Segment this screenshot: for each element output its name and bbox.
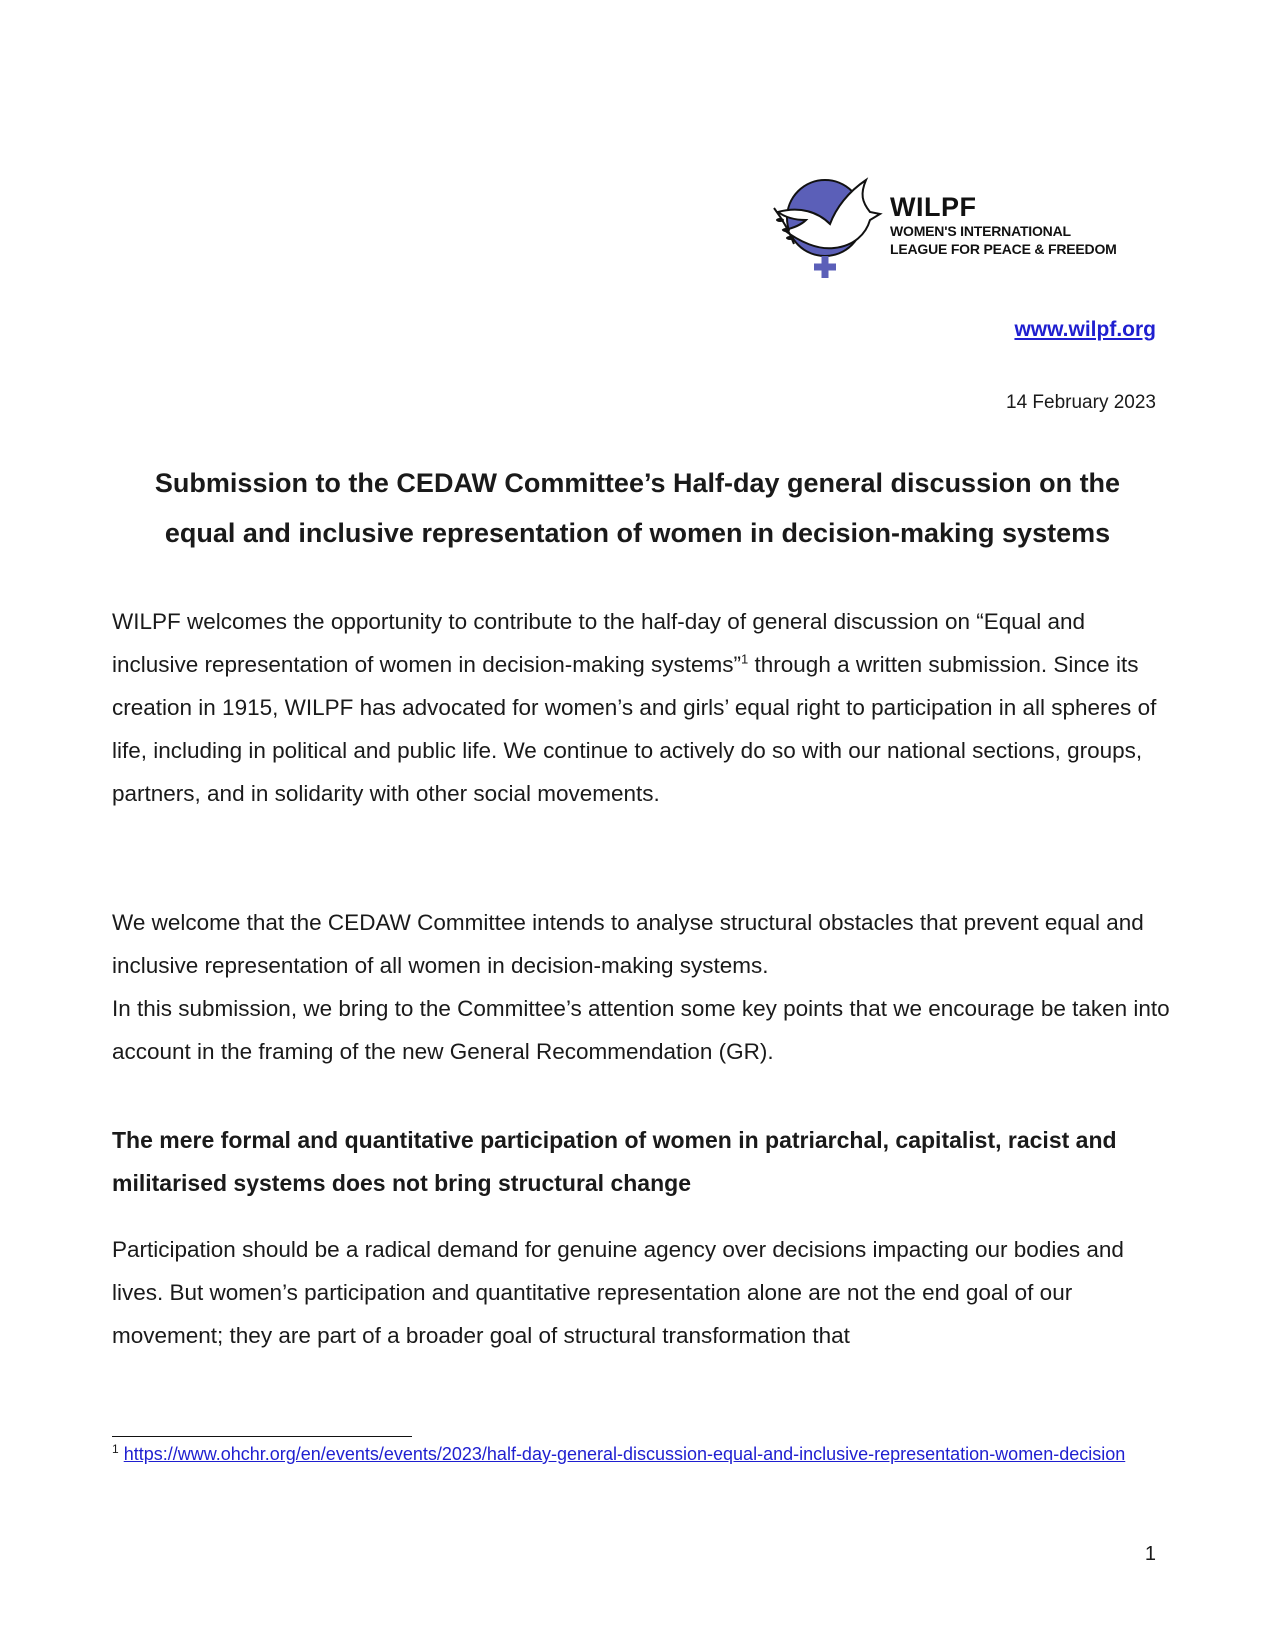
intro-paragraph [112,600,1172,815]
committee-paragraph [112,901,1172,1073]
document-title [112,458,1163,558]
committee-line-2: In this submission, we bring to the Committee’s attention some key points that we encourage be taken into account in the framing of the new General Recommendation (GR). [112,996,1170,1064]
logo-name: WILPF [890,192,977,222]
footnote-ref[interactable]: 1 [741,651,749,667]
document-date: 14 February 2023 [1006,392,1156,413]
wilpf-logo [770,172,1150,292]
footnote-link[interactable]: https://www.ohchr.org/en/events/events/2023/half-day-general-discussion-equal-and-inclusive-representation-women-decision [123,1444,1126,1464]
website-link[interactable]: www.wilpf.org [1014,318,1156,341]
section-heading: The mere formal and quantitative participation of women in patriarchal, capitalist, racist and militarised systems does not bring structural change [112,1127,1117,1196]
footnote-divider [112,1436,412,1437]
title-line-1: Submission to the CEDAW Committee’s Half-day general discussion on the [154,468,1121,498]
logo-text [890,192,1117,258]
participation-paragraph: Participation should be a radical demand for genuine agency over decisions impacting our bodies and lives. But women’s participation and quantitative representation alone are not the end goal of our movement; they are part of a broader goal of structural transformation that [112,1237,1124,1348]
committee-line-1: We welcome that the CEDAW Committee intends to analyse structural obstacles that prevent equal and inclusive representation of all women in decision-making systems. [112,910,1144,978]
logo-subtitle-line1: WOMEN'S INTERNATIONAL [890,223,1071,239]
logo-subtitle-line2: LEAGUE FOR PEACE & FREEDOM [890,241,1117,257]
title-line-2: equal and inclusive representation of women in decision-making systems [164,518,1111,548]
dove-venus-icon [770,172,885,284]
footnote [112,1442,1192,1467]
footnote-number: 1 [112,1442,119,1456]
intro-text-end: through a written submission. Since its creation in 1915, WILPF has advocated for women’s and girls’ equal right to participation in all spheres of life, including in political and public life. We continue to actively do so with our national sections, groups, partners, and in solidarity with other social movements. [112,652,1157,806]
page-number: 1 [1144,1543,1156,1565]
intro-text-start: WILPF welcomes the opportunity to contribute to the half-day of general discussion on “Equal and inclusive representation of women in decision-making systems” [112,609,1086,677]
